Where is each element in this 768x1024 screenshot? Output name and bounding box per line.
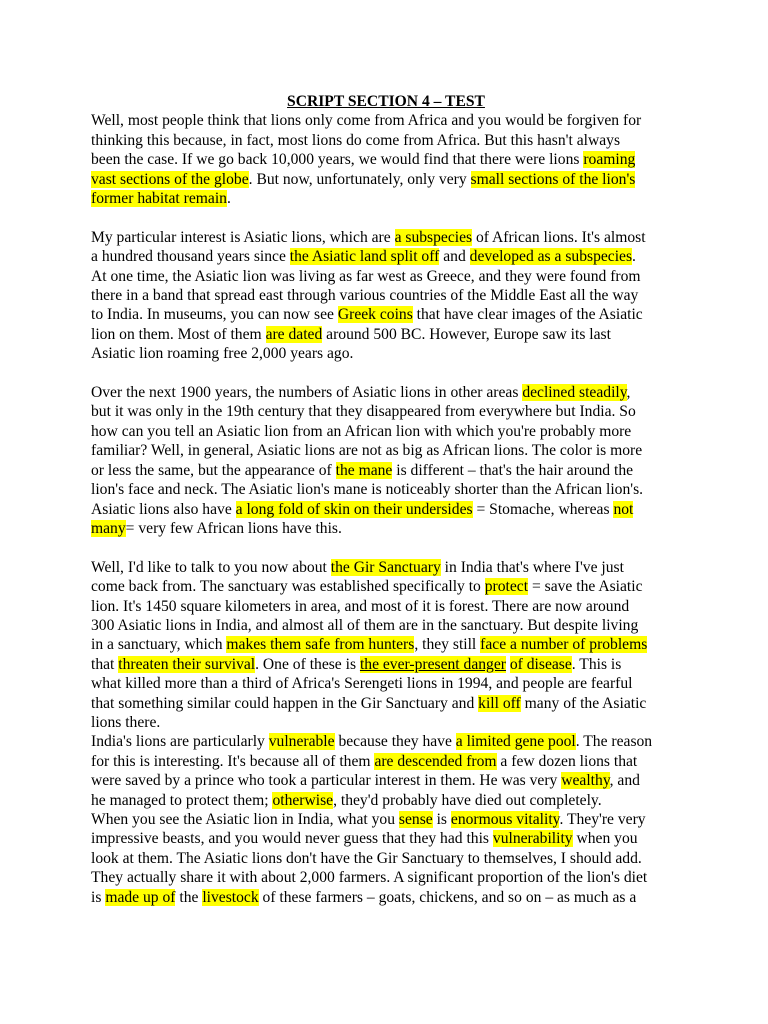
text-line: is made up of the livestock of these farmers – goats, chickens, and so on – as much as a	[91, 888, 637, 906]
text-line: lion on them. Most of them are dated around 500 BC. However, Europe saw its last	[91, 325, 611, 343]
text-line: India's lions are particularly vulnerable because they have a limited gene pool. The reason	[91, 733, 653, 751]
text-line: for this is interesting. It's because all of them are descended from a few dozen lions that	[91, 752, 638, 770]
text-line: to India. In museums, you can now see Greek coins that have clear images of the Asiatic	[91, 306, 643, 324]
text-line: former habitat remain.	[91, 190, 231, 208]
highlighted-phrase: developed as a subspecies	[469, 248, 633, 266]
text-line: thinking this because, in fact, most lions do come from Africa. But this hasn't always	[91, 131, 621, 149]
text-line: look at them. The Asiatic lions don't have the Gir Sanctuary to themselves, I should add.	[91, 849, 642, 867]
highlighted-phrase: many	[91, 519, 126, 537]
highlighted-phrase: small sections of the lion's	[470, 170, 636, 188]
paragraph	[91, 810, 681, 907]
page-title: SCRIPT SECTION 4 – TEST	[287, 93, 485, 110]
highlighted-phrase: a long fold of skin on their undersides	[235, 500, 473, 518]
paragraph	[91, 558, 681, 733]
text-line: but it was only in the 19th century that they disappeared from everywhere but India. So	[91, 403, 636, 421]
highlighted-phrase: the Gir Sanctuary	[330, 558, 441, 576]
highlighted-phrase: former habitat remain	[91, 190, 227, 208]
highlighted-phrase: livestock	[202, 888, 259, 906]
document-body	[91, 92, 681, 907]
text-line: Over the next 1900 years, the numbers of Asiatic lions in other areas declined steadily,	[91, 384, 631, 402]
text-line: impressive beasts, and you would never guess that they had this vulnerability when you	[91, 830, 638, 848]
text-line: how can you tell an Asiatic lion from an African lion with which you're probably more	[91, 422, 632, 440]
text-line: lion's face and neck. The Asiatic lion's mane is noticeably shorter than the African lion's.	[91, 481, 644, 499]
text-line: many= very few African lions have this.	[91, 519, 342, 537]
highlighted-phrase: protect	[484, 578, 529, 596]
highlighted-phrase: kill off	[478, 694, 521, 712]
highlighted-phrase: a subspecies	[394, 228, 473, 246]
highlighted-phrase: declined steadily	[522, 384, 627, 402]
text-line: Asiatic lions also have a long fold of skin on their undersides = Stomache, whereas not	[91, 500, 634, 518]
highlighted-phrase: made up of	[105, 888, 176, 906]
paragraph	[91, 228, 681, 364]
text-line: lion. It's 1450 square kilometers in area, and most of it is forest. There are now around	[91, 597, 630, 615]
highlighted-phrase: vulnerability	[492, 830, 573, 848]
highlighted-phrase: wealthy	[561, 772, 610, 790]
highlighted-phrase: vulnerable	[268, 733, 335, 751]
highlighted-phrase: a limited gene pool	[455, 733, 576, 751]
text-line: been the case. If we go back 10,000 years, we would find that there were lions roaming	[91, 151, 636, 169]
highlighted-phrase: otherwise	[272, 791, 334, 809]
highlighted-phrase: are descended from	[374, 752, 497, 770]
text-line: that threaten their survival. One of these is the ever-present danger of disease. This is	[91, 655, 622, 673]
text-line: They actually share it with about 2,000 farmers. A significant proportion of the lion's diet	[91, 869, 648, 887]
text-line: 300 Asiatic lions in India, and almost all of them are in the sanctuary. But despite living	[91, 616, 639, 634]
text-line: there in a band that spread east through various countries of the Middle East all the way	[91, 287, 639, 305]
highlighted-phrase: sense	[398, 810, 433, 828]
text-line: that something similar could happen in the Gir Sanctuary and kill off many of the Asiatic	[91, 694, 647, 712]
paragraph	[91, 383, 681, 538]
highlighted-phrase: roaming	[583, 151, 636, 169]
paragraph	[91, 111, 681, 208]
text-line: When you see the Asiatic lion in India, what you sense is enormous vitality. They're very	[91, 810, 646, 828]
highlighted-phrase: of disease	[509, 655, 572, 673]
text-line: or less the same, but the appearance of the mane is different – that's the hair around the	[91, 461, 634, 479]
highlighted-phrase: are dated	[265, 325, 323, 343]
highlighted-phrase: not	[613, 500, 634, 518]
paragraph	[91, 732, 681, 810]
text-line: Well, I'd like to talk to you now about the Gir Sanctuary in India that's where I've just	[91, 558, 624, 576]
text-line: My particular interest is Asiatic lions, which are a subspecies of African lions. It's almost	[91, 228, 646, 246]
highlighted-phrase: face a number of problems	[480, 636, 648, 654]
text-line: vast sections of the globe. But now, unfortunately, only very small sections of the lion's	[91, 170, 636, 188]
text-line: in a sanctuary, which makes them safe from hunters, they still face a number of problems	[91, 636, 648, 654]
highlighted-phrase: vast sections of the globe	[91, 170, 249, 188]
highlighted-phrase: the mane	[335, 461, 393, 479]
script-text	[91, 111, 681, 907]
highlighted-phrase: the ever-present danger	[359, 655, 506, 673]
highlighted-phrase: makes them safe from hunters	[226, 636, 415, 654]
text-line: lions there.	[91, 713, 161, 731]
text-line: At one time, the Asiatic lion was living as far west as Greece, and they were found from	[91, 267, 641, 285]
highlighted-phrase: Greek coins	[337, 306, 413, 324]
text-line: familiar? Well, in general, Asiatic lions are not as big as African lions. The color is more	[91, 442, 643, 460]
text-line: a hundred thousand years since the Asiatic land split off and developed as a subspecies.	[91, 248, 636, 266]
highlighted-phrase: the Asiatic land split off	[289, 248, 440, 266]
text-line: were saved by a prince who took a particular interest in them. He was very wealthy, and	[91, 772, 640, 790]
text-line: what killed more than a third of Africa's Serengeti lions in 1994, and people are fearful	[91, 675, 633, 693]
text-line: he managed to protect them; otherwise, they'd probably have died out completely.	[91, 791, 602, 809]
text-line: come back from. The sanctuary was established specifically to protect = save the Asiatic	[91, 578, 643, 596]
highlighted-phrase: enormous vitality	[450, 810, 560, 828]
highlighted-phrase: threaten their survival	[118, 655, 256, 673]
text-line: Well, most people think that lions only come from Africa and you would be forgiven for	[91, 112, 642, 130]
text-line: Asiatic lion roaming free 2,000 years ago.	[91, 345, 354, 363]
